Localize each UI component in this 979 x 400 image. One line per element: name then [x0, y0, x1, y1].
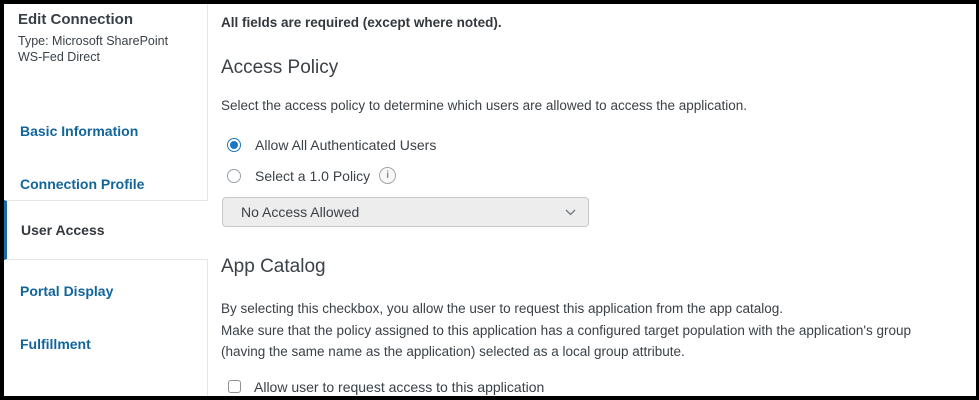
chevron-down-icon: [565, 209, 576, 216]
required-fields-note: All fields are required (except where noted).: [221, 15, 502, 30]
radio-row-select-policy: [221, 167, 958, 184]
request-access-checkbox-row: [221, 379, 958, 395]
policy-select-value: No Access Allowed: [241, 204, 360, 220]
radio-row-allow-all: [221, 137, 958, 153]
access-policy-heading: Access Policy: [221, 57, 339, 78]
main-content: [208, 4, 976, 396]
sidebar-item-portal-display[interactable]: Portal Display: [20, 283, 114, 299]
app-catalog-heading: App Catalog: [221, 256, 326, 277]
sidebar-nav: [4, 101, 207, 367]
sidebar: [4, 4, 208, 396]
sidebar-item-user-access[interactable]: User Access: [4, 200, 208, 260]
app-catalog-description-line2: Make sure that the policy assigned to this application has a configured target population with the application's group (having the same name as the application) selected as a local group attribute.: [221, 322, 912, 359]
sidebar-item-connection-profile[interactable]: Connection Profile: [20, 176, 145, 192]
sidebar-header: [4, 4, 207, 65]
allow-request-access-label[interactable]: Allow user to request access to this application: [254, 378, 545, 395]
radio-allow-all-authenticated-users[interactable]: [227, 138, 241, 152]
app-catalog-description: [221, 298, 958, 363]
access-policy-description: Select the access policy to determine which users are allowed to access the application.: [221, 98, 748, 113]
page-title: Edit Connection: [18, 11, 133, 28]
sidebar-item-fulfillment[interactable]: Fulfillment: [20, 336, 91, 352]
info-icon[interactable]: i: [379, 167, 396, 184]
sidebar-item-basic-information[interactable]: Basic Information: [20, 123, 139, 139]
policy-select-dropdown[interactable]: [222, 197, 589, 227]
radio-label[interactable]: Select a 1.0 Policy: [255, 167, 371, 184]
radio-label[interactable]: Allow All Authenticated Users: [255, 137, 437, 153]
allow-request-access-checkbox[interactable]: [228, 380, 241, 393]
app-catalog-description-line1: By selecting this checkbox, you allow the user to request this application from the app catalog.: [221, 301, 784, 316]
access-policy-radio-group: [221, 137, 958, 184]
radio-select-1-0-policy[interactable]: [227, 169, 241, 183]
connection-type-label: Type: Microsoft SharePoint WS-Fed Direct: [18, 34, 169, 64]
